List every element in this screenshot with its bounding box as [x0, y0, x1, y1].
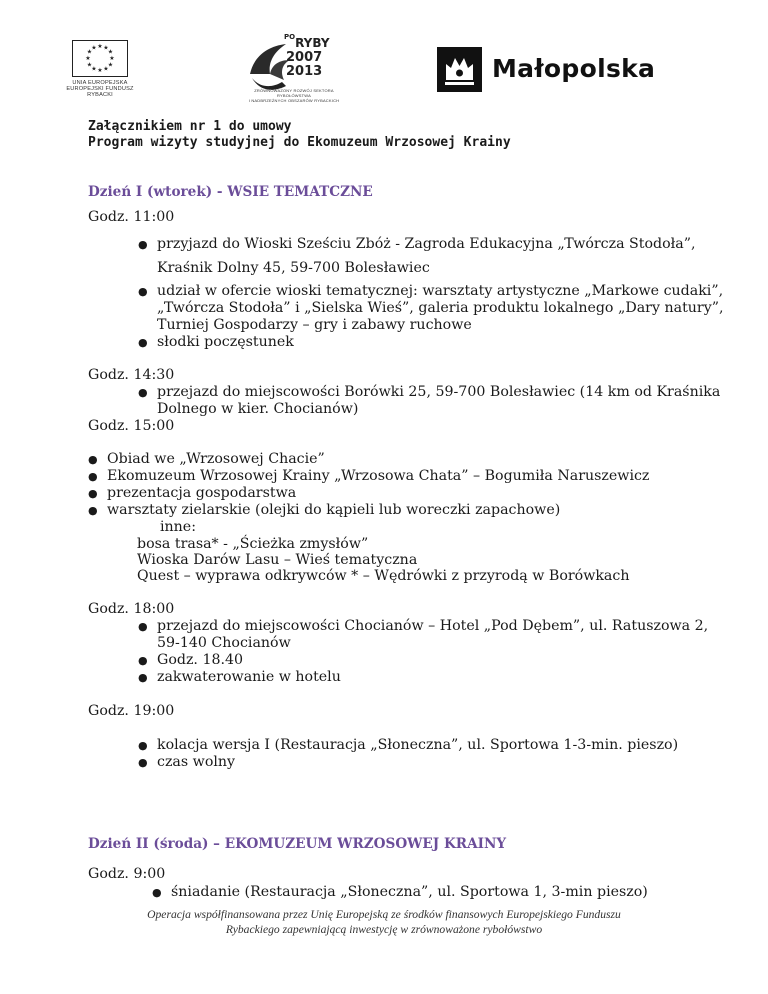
- crown-emblem-icon: [437, 47, 482, 92]
- time-label: Godz. 9:00: [88, 866, 166, 882]
- svg-text:★: ★: [97, 43, 103, 50]
- eu-stars-icon: [72, 40, 128, 77]
- time-label: Godz. 11:00: [88, 209, 175, 225]
- svg-text:★: ★: [107, 61, 114, 69]
- bullet-icon: ●: [152, 886, 162, 899]
- bullet-icon: ●: [138, 654, 148, 667]
- bullet-icon: ●: [138, 756, 148, 769]
- malopolska-emblem: [437, 47, 482, 92]
- list-item-continuation: Kraśnik Dolny 45, 59-700 Bolesławiec: [157, 260, 430, 276]
- year-start: 2007: [286, 50, 323, 65]
- eu-caption-line: RYBACKI: [87, 92, 113, 98]
- list-item: kolacja wersja I (Restauracja „Słoneczna”, ul. Sportowa 1-3-min. pieszo): [157, 737, 679, 753]
- bullet-icon: ●: [138, 285, 148, 298]
- list-item: zakwaterowanie w hotelu: [157, 669, 341, 685]
- ryby-label: RYBY: [295, 36, 330, 50]
- eu-caption-line: EUROPEJSKI FUNDUSZ: [66, 86, 134, 92]
- time-label: Godz. 19:00: [88, 703, 175, 719]
- bullet-icon: ●: [138, 336, 148, 349]
- eu-caption-line: UNIA EUROPEJSKA: [72, 80, 128, 86]
- bullet-icon: ●: [88, 453, 98, 466]
- time-label: Godz. 15:00: [88, 418, 175, 434]
- ryby-caption: [246, 88, 342, 103]
- list-item: Obiad we „Wrzosowej Chacie”: [107, 451, 325, 467]
- bullet-icon: ●: [138, 620, 148, 633]
- ryby-caption-line: I NADBRZEŻNYCH OBSZARÓW RYBACKICH: [248, 98, 340, 103]
- svg-text:★: ★: [103, 65, 109, 73]
- list-item: przyjazd do Wioski Sześciu Zbóż - Zagroda Edukacyjna „Twórcza Stodoła”,: [157, 236, 696, 252]
- list-item-continuation: 59-140 Chocianów: [157, 635, 291, 651]
- time-label: Godz. 18:00: [88, 601, 175, 617]
- list-item: warsztaty zielarskie (olejki do kąpieli lub woreczki zapachowe): [107, 502, 561, 518]
- list-item: udział w ofercie wioski tematycznej: warsztaty artystyczne „Markowe cudaki”,: [157, 283, 724, 299]
- footer-line: Rybackiego zapewniającą inwestycję w zrównoważone rybołówstwo: [225, 923, 543, 936]
- list-item: śniadanie (Restauracja „Słoneczna”, ul. Sportowa 1, 3-min pieszo): [171, 884, 648, 900]
- sub-label: inne:: [160, 519, 196, 535]
- eu-flag-logo: [72, 40, 128, 77]
- time-label: Godz. 14:30: [88, 367, 175, 383]
- svg-text:★: ★: [91, 44, 97, 52]
- list-item: Ekomuzeum Wrzosowej Krainy „Wrzosowa Chata” – Bogumiła Naruszewicz: [107, 468, 650, 484]
- bullet-icon: ●: [138, 671, 148, 684]
- list-item-continuation: Turniej Gospodarzy – gry i zabawy ruchowe: [157, 317, 472, 333]
- svg-text:★: ★: [97, 67, 103, 74]
- day2-heading: Dzień II (środa) – EKOMUZEUM WRZOSOWEJ KRAINY: [88, 836, 507, 852]
- svg-text:★: ★: [86, 61, 93, 69]
- day1-heading: Dzień I (wtorek) - WSIE TEMATCZNE: [88, 184, 373, 200]
- ryby-years: [286, 51, 322, 79]
- list-item: czas wolny: [157, 754, 236, 770]
- footer-note: [0, 907, 768, 937]
- bullet-icon: ●: [88, 487, 98, 500]
- list-item-continuation: „Twórcza Stodoła” i „Sielska Wieś”, galeria produktu lokalnego „Dary natury”,: [157, 300, 724, 316]
- po-label: PO: [284, 33, 296, 41]
- sub-item: Wioska Darów Lasu – Wieś tematyczna: [137, 552, 418, 568]
- malopolska-wordmark: Małopolska: [492, 54, 656, 83]
- footer-line: Operacja współfinansowana przez Unię Europejską ze środków finansowych Europejskiego Funduszu: [147, 908, 621, 921]
- svg-text:★: ★: [107, 48, 114, 56]
- bullet-icon: ●: [138, 739, 148, 752]
- svg-text:★: ★: [91, 65, 97, 73]
- sub-item: bosa trasa* - „Ścieżka zmysłów”: [137, 536, 369, 552]
- annex-title: Załącznikiem nr 1 do umowy: [88, 119, 292, 134]
- svg-text:★: ★: [109, 55, 115, 62]
- ryby-caption-line: ZRÓWNOWAŻONY ROZWÓJ SEKTORA RYBOŁÓWSTWA: [254, 88, 334, 98]
- bullet-icon: ●: [138, 238, 148, 251]
- svg-text:★: ★: [85, 55, 91, 62]
- bullet-icon: ●: [138, 386, 148, 399]
- list-item: słodki poczęstunek: [157, 334, 294, 350]
- program-title: Program wizyty studyjnej do Ekomuzeum Wrzosowej Krainy: [88, 135, 511, 150]
- bullet-icon: ●: [88, 470, 98, 483]
- svg-text:★: ★: [103, 44, 109, 52]
- eu-caption: [62, 80, 138, 98]
- sub-item: Quest – wyprawa odkrywców * – Wędrówki z przyrodą w Borówkach: [137, 568, 630, 584]
- list-item: prezentacja gospodarstwa: [107, 485, 297, 501]
- svg-text:★: ★: [86, 48, 93, 56]
- year-end: 2013: [286, 64, 323, 79]
- list-item-continuation: Dolnego w kier. Chocianów): [157, 401, 359, 417]
- bullet-icon: ●: [88, 504, 98, 517]
- list-item: przejazd do miejscowości Chocianów – Hotel „Pod Dębem”, ul. Ratuszowa 2,: [157, 618, 709, 634]
- list-item: Godz. 18.40: [157, 652, 244, 668]
- list-item: przejazd do miejscowości Borówki 25, 59-700 Bolesławiec (14 km od Kraśnika: [157, 384, 721, 400]
